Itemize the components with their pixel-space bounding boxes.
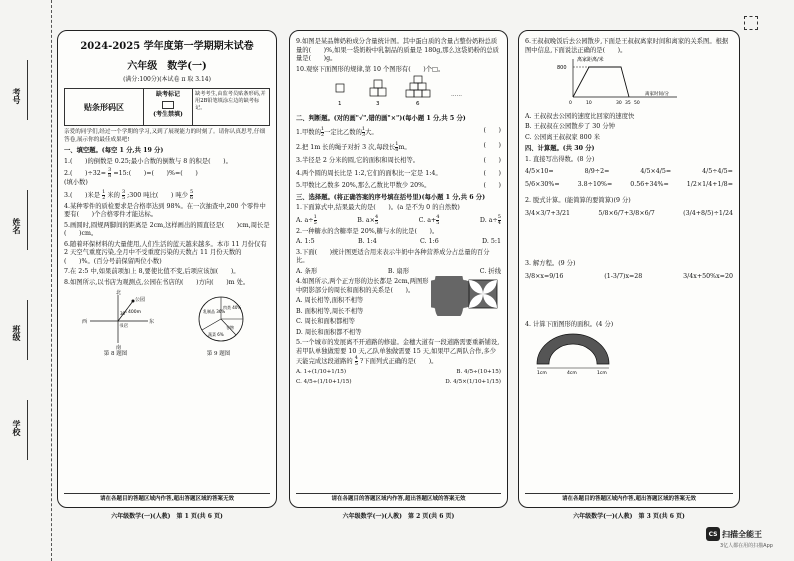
angle-label: 30° bbox=[120, 311, 128, 317]
x-tick: 30 bbox=[616, 101, 622, 106]
distance-time-graph bbox=[555, 55, 685, 107]
choice-1-options bbox=[296, 215, 501, 226]
section-title: 一、填空题。(每空 1 分,共 19 分) bbox=[64, 147, 164, 155]
option-text: A. 条形 bbox=[296, 267, 318, 275]
judge-1 bbox=[296, 127, 501, 138]
scanner-name: 扫描全能王 bbox=[722, 530, 762, 539]
score-note: (满分:100分)(本试卷 π 取 3.14) bbox=[123, 76, 211, 83]
judge-4 bbox=[296, 170, 501, 179]
question-5: 5.画圆时,圆规两脚间的距离是 2cm,这样画出的圆直径是( )cm,周长是( )cm。 bbox=[64, 221, 270, 238]
fraction: $\frac{1}{5}$ bbox=[313, 213, 317, 226]
judge-3 bbox=[296, 157, 501, 166]
page-3-footer: 六年级数学(一)(人教) 第 3 页(共 6 页) bbox=[573, 513, 685, 520]
answer-blank[interactable]: ( ) bbox=[483, 157, 501, 164]
choice-3: 3.下面( )统计图更适合用来表示牛奶中各种营养成分占总量的百分比。 bbox=[296, 248, 490, 264]
option-text: B. 王叔叔在公园散步了 30 分钟 bbox=[525, 123, 615, 130]
option bbox=[480, 215, 501, 226]
calc-item: 5/6×30%= bbox=[525, 180, 560, 188]
answer-blank[interactable]: ( ) bbox=[483, 169, 501, 177]
option-text: A. 1:5 bbox=[296, 238, 315, 245]
figure-caption: 第 8 题图 bbox=[103, 351, 128, 358]
fraction: $\frac{4}{5}$ bbox=[436, 213, 440, 226]
choice-3-options bbox=[296, 268, 501, 277]
pie-label: 谷物 bbox=[226, 325, 234, 331]
exam-number-label: 考号 bbox=[12, 88, 22, 104]
fraction: $\frac{4}{5}$ bbox=[354, 355, 358, 367]
south-label: 南 bbox=[116, 345, 122, 352]
binding-line bbox=[27, 300, 28, 360]
c5-text: 5.一个城市的发展离不开道路的修建。金穗大道有一段道路需要重新铺设,若甲队单独做需要 10 天,乙队单独做需要 15 天,如果甲乙两队合作,多少天能完成这段道路的 bbox=[296, 339, 500, 365]
shop-label: 书店 bbox=[119, 324, 128, 330]
answer-area-warning: 请在各题目的答题区域内作答,超出答题区域的答案无效 bbox=[525, 493, 733, 503]
calc-item: 1/2×1/4+1/8= bbox=[686, 180, 733, 188]
intro-text: 亲爱的同学们,经过一个学期的学习,又到了展现能力的时刻了。请你认真思考,仔细答卷,展示你的最佳成果吧! bbox=[64, 129, 266, 143]
semi-ring-figure bbox=[531, 330, 621, 376]
j1-text: 1.甲数的 bbox=[296, 129, 321, 136]
j1-text: 大。 bbox=[365, 129, 378, 136]
question-10: 10.观察下面图形的规律,第 10 个图形有( )个□。 bbox=[296, 65, 445, 73]
calc-1-title: 1. 直接写出得数。(8 分) bbox=[525, 155, 595, 163]
q2-text: =15:( )=( )%=( ) bbox=[113, 170, 198, 178]
north-label: 北 bbox=[116, 290, 122, 297]
pattern-figure bbox=[296, 74, 496, 108]
option-text: B. 4/5÷(10+15) bbox=[456, 369, 501, 375]
binding-line bbox=[27, 190, 28, 250]
q2-text: 2.( )÷32= bbox=[64, 170, 107, 178]
scanner-logo-icon: CS bbox=[706, 527, 720, 541]
choice-1: 1.下面算式中,结果最大的是( )。(a 是不为 0 的自然数) bbox=[296, 204, 460, 211]
answer-blank[interactable]: ( ) bbox=[483, 142, 501, 149]
option bbox=[419, 215, 440, 226]
option-text: D. 4/5×(1/10+1/15) bbox=[445, 378, 501, 385]
school-label: 学校 bbox=[12, 420, 22, 436]
question-9: 9.如图是某品牌奶粉成分含量统计图。其中蛋白质的含量占整份奶粉总质量的( )%,如果一袋奶粉中乳制品的质量是 180g,那么这袋奶粉的总质量是( )g。 bbox=[296, 38, 499, 62]
choice-6: 6.王叔叔晚饭后去公园散步,下面是王叔叔离家时间和离家的关系图。根据图中信息,下面说法正确的是( )。 bbox=[525, 38, 729, 54]
option-text: C. 1:6 bbox=[420, 238, 439, 245]
section-title: 三、选择题。(将正确答案的序号填在括号里)(每小题 1 分,共 6 分) bbox=[296, 193, 486, 201]
q3-text: ;300 吨比( ) bbox=[127, 191, 174, 199]
choice-2-options bbox=[296, 238, 501, 247]
fraction: $\frac{1}{8}$ bbox=[395, 141, 399, 153]
calc-item: 0.56+34%= bbox=[630, 180, 669, 188]
calc-row bbox=[525, 181, 733, 190]
fraction: $\frac{1}{2}$ bbox=[320, 126, 325, 138]
shaded-squares-figure bbox=[431, 276, 501, 316]
question-8: 8.如图所示,以书店为观测点,公园在书店的( )方向( )m 处。 bbox=[64, 278, 250, 286]
dimension-label: 4cm bbox=[567, 370, 577, 376]
exam-subtitle: 六年级 数学(一) bbox=[127, 60, 207, 72]
pattern-label: 3 bbox=[376, 101, 380, 107]
q3-text: 3.( )米是 bbox=[64, 191, 101, 199]
choice-5 bbox=[296, 339, 501, 367]
question-2 bbox=[64, 168, 270, 188]
calc-item: 4/5×4/5= bbox=[640, 168, 672, 175]
calc-item: 4/5÷4/5= bbox=[702, 168, 733, 175]
option-text: A. 1÷(1/10+1/15) bbox=[296, 369, 347, 375]
fraction: $\frac{5}{4}$ bbox=[497, 213, 501, 226]
calc-item: 3/4×3/7+3/21 bbox=[525, 209, 570, 217]
figure-caption: 第 9 题图 bbox=[206, 351, 231, 358]
pie-label: 蔬菜 6% bbox=[208, 332, 224, 338]
choice-4-block bbox=[296, 276, 501, 337]
question-3 bbox=[64, 190, 270, 201]
section-title: 四、计算题。(共 30 分) bbox=[525, 145, 595, 152]
q3-text: 米的 bbox=[107, 191, 120, 199]
choice-5-options bbox=[296, 379, 501, 387]
option-text: D. a÷ bbox=[479, 216, 498, 224]
absent-checkbox bbox=[162, 101, 174, 109]
calc-item: 3/8×x=9/16 bbox=[525, 272, 564, 280]
option-text: A. a÷ bbox=[296, 216, 314, 224]
x-tick: 10 bbox=[586, 101, 592, 106]
judge-5 bbox=[296, 182, 501, 191]
absent-sub: (考生禁填) bbox=[153, 111, 183, 119]
option-text: A. 王叔叔去公园的速度比回家的速度快 bbox=[525, 112, 635, 120]
calc-4-title: 4. 计算下面图形的面积。(4 分) bbox=[525, 321, 614, 328]
exam-page-3 bbox=[518, 30, 740, 508]
absent-mark-box bbox=[144, 89, 193, 125]
option-text: D. 5:1 bbox=[482, 238, 501, 245]
pie-label: 肉类 40% bbox=[223, 305, 242, 311]
exam-page-2 bbox=[289, 30, 508, 508]
absent-note: 缺考考生,由监考员贴条形码,并用2B铅笔填涂左边的缺考标记。 bbox=[195, 91, 266, 112]
q2-note: (填小数) bbox=[64, 179, 88, 187]
pattern-label: 6 bbox=[416, 101, 420, 107]
answer-blank[interactable]: ( ) bbox=[483, 127, 501, 134]
option-text: C. a+ bbox=[418, 216, 437, 224]
dimension-label: 1cm bbox=[537, 370, 547, 376]
calc-item: 8/9÷2= bbox=[584, 168, 610, 175]
fraction: $\frac{1}{2}$ bbox=[102, 188, 106, 201]
option-text: B. 扇形 bbox=[387, 267, 410, 275]
figures-row bbox=[64, 289, 270, 351]
calc-row bbox=[525, 273, 733, 282]
binding-line bbox=[27, 400, 28, 460]
j2-text: 2.把 1m 长的绳子对折 3 次,每段长 bbox=[296, 144, 396, 151]
calc-item: 3/4x+50%x=20 bbox=[683, 272, 733, 280]
figure-captions bbox=[64, 351, 270, 358]
fraction: $\frac{4}{5}$ bbox=[374, 213, 379, 226]
calc-item: 5/8×6/7+3/8×6/7 bbox=[598, 209, 655, 217]
name-label: 姓名 bbox=[12, 218, 22, 234]
j1-text: 一定比乙数的 bbox=[324, 129, 362, 136]
option-text: B. 面积相等,周长不相等 bbox=[296, 307, 364, 315]
fraction: $\frac{3}{5}$ bbox=[121, 188, 126, 201]
calc-item: (3/4+8/5)÷1/24 bbox=[683, 209, 733, 217]
option-text: B. 1:4 bbox=[357, 238, 377, 245]
x-tick: 50 bbox=[634, 101, 640, 106]
answer-area-warning: 请在各题目的答题区域内作答,超出答题区域的答案无效 bbox=[64, 493, 270, 503]
y-axis-label: 离家距离/米 bbox=[577, 57, 604, 63]
barcode-area: 贴条形码区 bbox=[65, 89, 144, 125]
judge-2 bbox=[296, 142, 501, 153]
pie-label: 乳制品 36% bbox=[203, 309, 226, 315]
binding-strip bbox=[0, 0, 52, 561]
option-text: B. a× bbox=[357, 216, 375, 224]
option-text: A. 周长相等,面积不相等 bbox=[296, 297, 364, 304]
calc-item: 3.8÷10%= bbox=[577, 180, 613, 188]
east-label: 东 bbox=[149, 319, 155, 326]
x-tick: 35 bbox=[625, 101, 631, 106]
dimension-label: 1cm bbox=[597, 370, 607, 376]
j4-text: 4.两个圆的周长比是 1:2,它们的面积比一定是 1:4。 bbox=[296, 169, 442, 177]
answer-blank[interactable]: ( ) bbox=[483, 182, 501, 189]
scan-corner-mark bbox=[744, 16, 758, 30]
option bbox=[296, 215, 317, 226]
exam-title: 2024-2025 学年度第一学期期末试卷 bbox=[80, 41, 254, 52]
calc-row bbox=[525, 168, 733, 177]
x-tick: 0 bbox=[569, 101, 572, 106]
absent-label: 缺考标记 bbox=[155, 91, 180, 99]
barcode-box bbox=[64, 88, 270, 126]
pattern-label: …… bbox=[451, 92, 462, 98]
pattern-label: 1 bbox=[338, 101, 342, 107]
question-7: 7.在 2:5 中,如果前项加上 8,要使比值不变,后项应该加( )。 bbox=[64, 268, 240, 276]
scanner-slogan: 3亿人都在用的扫描App bbox=[720, 543, 773, 549]
choice-5-options bbox=[296, 369, 501, 377]
y-tick: 800 bbox=[557, 65, 567, 71]
page-2-footer: 六年级数学(一)(人教) 第 2 页(共 6 页) bbox=[342, 513, 455, 520]
fraction: $\frac{5}{6}$ bbox=[190, 188, 194, 201]
question-4: 4.某种零件的质检要求是合格率达到 98%。在一次抽查中,200 个零件中要有( )个合格零件才能达标。 bbox=[64, 202, 266, 219]
option-text: D. 周长和面积都不相等 bbox=[296, 328, 362, 336]
calc-row bbox=[525, 210, 733, 219]
option-text: C. 公园离王叔叔家 800 米 bbox=[525, 133, 600, 141]
page-1-footer: 六年级数学(一)(人教) 第 1 页(共 6 页) bbox=[111, 513, 223, 520]
x-axis-label: 离家时间/分 bbox=[645, 92, 670, 97]
j3-text: 3.半径是 2 分米的圆,它的面积和周长相等。 bbox=[296, 157, 420, 164]
j5-text: 5.甲数比乙数多 20%,那么乙数比甲数少 20%。 bbox=[296, 182, 431, 189]
calc-3-title: 3. 解方程。(9 分) bbox=[525, 260, 576, 267]
choice-4: 4.如图所示,两个正方形的边长都是 2cm,两图形中阴影部分的周长和面积的关系是( )。 bbox=[296, 278, 429, 294]
calc-item: 4/5×10= bbox=[525, 168, 554, 175]
c5-text: ?下面列式正确的是( )。 bbox=[359, 358, 438, 365]
q3-text: 吨少 bbox=[175, 191, 188, 199]
option-text: C. 周长和面积都相等 bbox=[296, 318, 355, 325]
calc-2-title: 2. 脱式计算。(能简算的要简算)(9 分) bbox=[525, 197, 631, 204]
class-label: 班级 bbox=[12, 325, 22, 341]
fraction: $\frac{3}{8}$ bbox=[108, 167, 112, 180]
option bbox=[357, 215, 378, 226]
question-6: 6.随着环保材料的大量使用,人们生活的蓝天越来越多。本市 11 月份仅有 2 天空气重度污染,全月中不受重度污染的天数占 11 月份天数的( )%。(百分号前保留两位小数) bbox=[64, 240, 267, 265]
question-1: 1.( )的倒数是 0.25;最小合数的倒数与 8 的积是( )。 bbox=[64, 157, 232, 165]
exam-page-1 bbox=[57, 30, 277, 508]
distance-label: 400m bbox=[128, 310, 141, 316]
choice-2: 2.一种糖水的含糖率是 20%,糖与水的比是( )。 bbox=[296, 227, 439, 235]
compass-figure bbox=[78, 289, 158, 351]
option-text: C. 4/5÷(1/10+1/15) bbox=[296, 378, 352, 385]
option-text: C. 折线 bbox=[479, 267, 501, 275]
park-label: 公园 bbox=[135, 297, 146, 304]
j2-text: m。 bbox=[398, 144, 411, 151]
fraction: $\frac{1}{3}$ bbox=[361, 126, 366, 138]
west-label: 西 bbox=[82, 319, 88, 326]
answer-area-warning: 请在各题目的答题区域内作答,超出答题区域的答案无效 bbox=[296, 493, 501, 503]
pie-figure bbox=[186, 289, 256, 351]
section-title: 二、判断题。(对的画"√",错的画"×")(每小题 1 分,共 5 分) bbox=[296, 114, 466, 122]
binding-line bbox=[27, 60, 28, 120]
calc-item: (1-3/7)x=28 bbox=[604, 272, 643, 280]
